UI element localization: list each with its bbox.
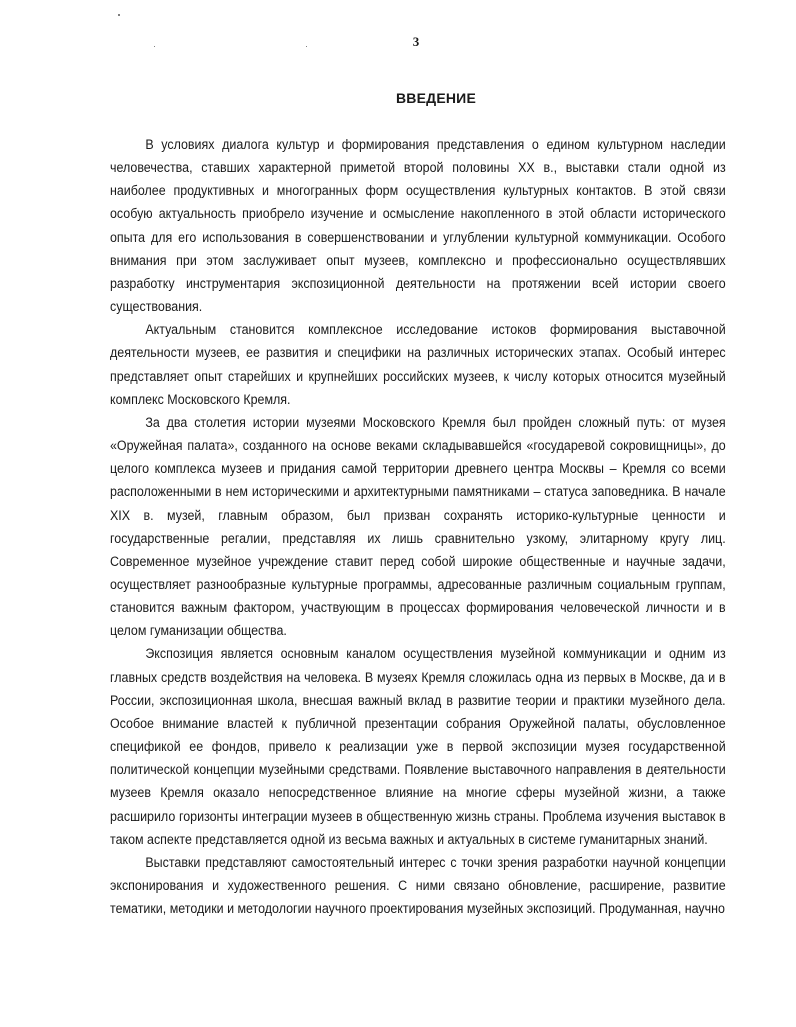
paragraph: Экспозиция является основным каналом осуществления музейной коммуникации и одним из главных средств воздействия на человека. В музеях Кремля сложилась одна из первых в Москве, да и в России, экспозиционная школа, внесшая важный вклад в развитие теории и практики музейного дела. Особое внимание властей к публичной презентации собрания Оружейной палаты, обусловленное спецификой ее фондов, привело к реализации уже в первой экспозиции музея государственной политической концепции музейными средствами. Появление выставочного направления в деятельности музеев Кремля оказало непосредственное влияние на многие сферы музейной жизни, а также расширило горизонты интеграции музеев в общественную жизнь страны. Проблема изучения выставок в таком аспекте представляется одной из весьма важных и актуальных в системе гуманитарных знаний. bbox=[110, 646, 726, 847]
page-number: 3 bbox=[412, 34, 420, 49]
paragraph: Актуальным становится комплексное исследование истоков формирования выставочной деятельности музеев, ее развития и специфики на различных исторических этапах. Особый интерес представляет опыт старейших и крупнейших российских музеев, к числу которых относится музейный комплекс Московского Кремля. bbox=[110, 322, 726, 407]
section-title: ВВЕДЕНИЕ bbox=[396, 90, 476, 106]
paragraph: Выставки представляют самостоятельный интерес с точки зрения разработки научной концепции экспонирования и художественного решения. С ними связано обновление, расширение, развитие тематики, методики и методологии научного проектирования музейных экспозиций. Продуманная, научно bbox=[110, 854, 726, 917]
paragraph: В условиях диалога культур и формирования представления о едином культурном наследии человечества, ставших характерной приметой второй половины XX в., выставки стали одной из наиболее продуктивных и многогранных форм осуществления культурных контактов. В этой связи особую актуальность приобрело изучение и осмысление накопленного в этой области исторического опыта для его использования в совершенствовании и углублении культурной коммуникации. Особого внимания при этом заслуживает опыт музеев, комплексно и профессионально осуществлявших разработку инструментария экспозиционной деятельности на протяжении всей истории своего существования. bbox=[110, 137, 726, 315]
scan-speck bbox=[118, 14, 120, 16]
body-text bbox=[110, 133, 726, 920]
paragraph: За два столетия истории музеями Московского Кремля был пройден сложный путь: от музея «Оружейная палата», созданного на основе веками складывавшейся «государевой сокровищницы», до целого комплекса музеев и придания самой территории древнего центра Москвы – Кремля со всеми расположенными в нем историческими и архитектурными памятниками – статуса заповедника. В начале XIX в. музей, главным образом, был призван сохранять историко-культурные ценности и государственные регалии, представляя их лишь сравнительно узкому, элитарному кругу лиц. Современное музейное учреждение ставит перед собой широкие общественные и научные задачи, осуществляет разнообразные культурные программы, адресованные различным социальным группам, становится важным фактором, участвующим в процессах формирования человеческой личности и в целом гуманизации общества. bbox=[110, 414, 726, 639]
